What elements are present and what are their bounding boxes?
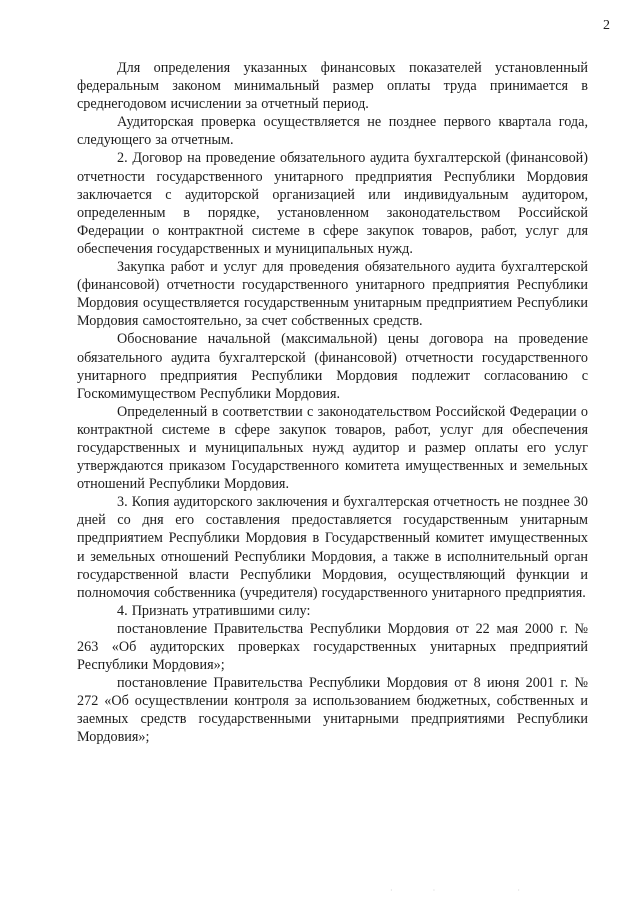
scan-artifact-dots: ·· · (390, 886, 560, 895)
paragraph-item-4-repeal: 4. Признать утратившими силу: (117, 602, 311, 619)
paragraph-auditor-approval: Определенный в соответствии с законодательством Российской Федерации о контрактной системе в сфере закупок товаров, работ, услуг для обеспечения государственных и муниципальных нужд аудитор и размер оплаты его услуг утверждаются приказом Государственного комитета имущественных и земельных отношений Республики Мордовия. (77, 403, 588, 493)
paragraph-repealed-resolution-272: постановление Правительства Республики Мордовия от 8 июня 2001 г. № 272 «Об осуществлении контроля за использованием бюджетных, собственных и заемных средств государственными унитарными предприятиями Республики Мордовия»; (77, 675, 588, 746)
paragraph-item-3-report-copy: 3. Копия аудиторского заключения и бухгалтерская отчетность не позднее 30 дней со дня его составления предоставляется государственным унитарным предприятием Республики Мордовия в Государственный комитет имущественных и земельных отношений Республики Мордовия, а также в исполнительный орган государственной власти Республики Мордовия, осуществляющий функции и полномочия собственника (учредителя) государственного унитарного предприятия. (77, 494, 588, 601)
page-number: 2 (603, 18, 610, 33)
paragraph-audit-deadline: Аудиторская проверка осуществляется не позднее первого квартала года, следующего за отчетным. (77, 114, 588, 149)
document-body (77, 59, 588, 747)
paragraph-procurement: Закупка работ и услуг для проведения обязательного аудита бухгалтерской (финансовой) отчетности государственного унитарного предприятия Республики Мордовия осуществляется государственным унитарным предприятием Республики Мордовия самостоятельно, за счет собственных средств. (77, 259, 588, 330)
paragraph-price-justification: Обоснование начальной (максимальной) цены договора на проведение обязательного аудита бухгалтерской (финансовой) отчетности государственного унитарного предприятия Республики Мордовия подлежит согласованию с Госкомимуществом Республики Мордовия. (77, 331, 588, 402)
paragraph-item-2-contract: 2. Договор на проведение обязательного аудита бухгалтерской (финансовой) отчетности государственного унитарного предприятия Республики Мордовия заключается с аудиторской организацией или индивидуальным аудитором, определенным в порядке, установленном законодательством Российской Федерации о контрактной системе в сфере закупок товаров, работ, услуг для обеспечения государственных и муниципальных нужд. (77, 150, 588, 257)
paragraph-repealed-resolution-263: постановление Правительства Республики Мордовия от 22 мая 2000 г. № 263 «Об аудиторских проверках государственных унитарных предприятий Республики Мордовия»; (77, 620, 588, 674)
paragraph-mrot: Для определения указанных финансовых показателей установленный федеральным законом минимальный размер оплаты труда принимается в среднегодовом исчислении за отчетный период. (77, 60, 588, 113)
